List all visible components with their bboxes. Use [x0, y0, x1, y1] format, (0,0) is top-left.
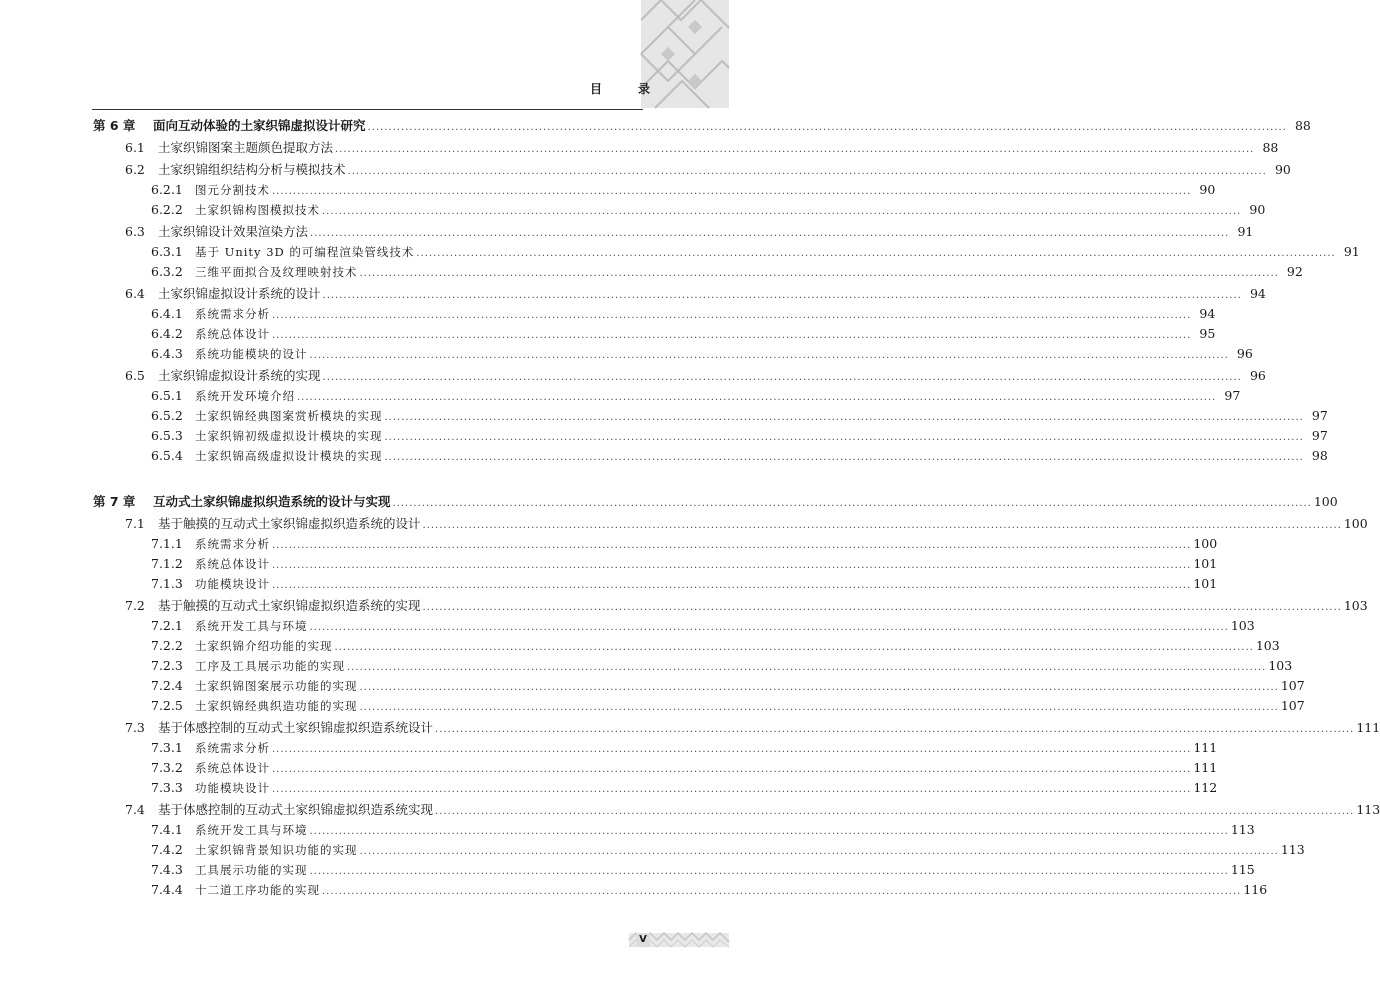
toc-entry-subsection[interactable] [0, 778, 1218, 798]
toc-entry-title: 土家织锦初级虚拟设计模块的实现 [195, 429, 383, 443]
toc-entry-page: 113 [1356, 802, 1380, 817]
toc-entry-subsection[interactable] [0, 820, 1255, 840]
toc-entry-subsection[interactable] [0, 262, 1303, 282]
toc-entry-page: 116 [1243, 882, 1268, 897]
toc-entry-page: 103 [1268, 658, 1293, 673]
toc-entry-number: 6.4.2 [151, 326, 183, 341]
toc-leader-dots: ............................................................................................................................................................................................................................ [435, 806, 1355, 817]
toc-entry-subsection[interactable] [0, 880, 1268, 900]
toc-entry-number: 7.2 [125, 598, 145, 613]
toc-entry-number: 第 7 章 [93, 494, 136, 509]
toc-entry-title: 土家织锦图案主题颜色提取方法 [158, 140, 334, 155]
toc-entry-title: 系统需求分析 [195, 741, 270, 755]
toc-leader-dots: ............................................................................................................................................................................................................................ [384, 452, 1304, 463]
toc-entry-page: 100 [1193, 536, 1218, 551]
toc-leader-dots: ............................................................................................................................................................................................................................ [384, 412, 1304, 423]
toc-entry-number: 6.3 [125, 224, 145, 239]
toc-entry-number: 6.2 [125, 162, 145, 177]
toc-leader-dots: ............................................................................................................................................................................................................................ [322, 290, 1242, 301]
toc-leader-dots: ............................................................................................................................................................................................................................ [422, 520, 1342, 531]
toc-entry-title: 工序及工具展示功能的实现 [195, 659, 345, 673]
toc-entry-page: 96 [1236, 346, 1253, 361]
toc-entry-number: 7.2.4 [151, 678, 183, 693]
toc-entry-subsection[interactable] [0, 840, 1305, 860]
toc-leader-dots: ............................................................................................................................................................................................................................ [272, 764, 1192, 775]
toc-entry-title: 土家织锦经典图案赏析模块的实现 [195, 409, 383, 423]
toc-entry-title: 基于触摸的互动式土家织锦虚拟织造系统的设计 [158, 516, 421, 531]
toc-entry-subsection[interactable] [0, 696, 1305, 716]
toc-entry-number: 7.3.1 [151, 740, 183, 755]
toc-entry-number: 7.3.3 [151, 780, 183, 795]
toc-leader-dots: ............................................................................................................................................................................................................................ [422, 602, 1342, 613]
toc-leader-dots: ............................................................................................................................................................................................................................ [272, 560, 1192, 571]
toc-entry-number: 7.4 [125, 802, 145, 817]
toc-entry-page: 111 [1193, 760, 1218, 775]
toc-entry-section[interactable] [0, 138, 1279, 158]
toc-entry-page: 107 [1280, 698, 1305, 713]
toc-entry-subsection[interactable] [0, 426, 1328, 446]
toc-leader-dots: ............................................................................................................................................................................................................................ [367, 122, 1287, 133]
toc-leader-dots: ............................................................................................................................................................................................................................ [435, 724, 1355, 735]
toc-entry-title: 系统开发环境介绍 [195, 389, 295, 403]
toc-entry-number: 7.2.3 [151, 658, 183, 673]
header-char-1: 目 [590, 82, 603, 96]
toc-leader-dots: ............................................................................................................................................................................................................................ [309, 826, 1229, 837]
toc-entry-section[interactable] [0, 800, 1380, 820]
toc-entry-section[interactable] [0, 222, 1254, 242]
toc-entry-title: 系统开发工具与环境 [195, 619, 308, 633]
toc-entry-page: 96 [1249, 368, 1266, 383]
toc-entry-page: 90 [1274, 162, 1291, 177]
toc-entry-subsection[interactable] [0, 574, 1218, 594]
toc-leader-dots: ............................................................................................................................................................................................................................ [297, 392, 1217, 403]
toc-entry-page: 115 [1230, 862, 1255, 877]
toc-entry-subsection[interactable] [0, 554, 1218, 574]
toc-entry-page: 94 [1199, 306, 1216, 321]
toc-entry-number: 6.4 [125, 286, 145, 301]
toc-leader-dots: ............................................................................................................................................................................................................................ [359, 846, 1279, 857]
toc-entry-subsection[interactable] [0, 386, 1241, 406]
toc-entry-page: 88 [1262, 140, 1279, 155]
toc-entry-subsection[interactable] [0, 180, 1216, 200]
toc-entry-section[interactable] [0, 284, 1266, 304]
toc-entry-subsection[interactable] [0, 304, 1216, 324]
toc-entry-title: 土家织锦设计效果渲染方法 [158, 224, 309, 239]
toc-leader-dots: ............................................................................................................................................................................................................................ [347, 662, 1267, 673]
toc-leader-dots: ............................................................................................................................................................................................................................ [309, 622, 1229, 633]
toc-entry-number: 7.1.3 [151, 576, 183, 591]
toc-entry-subsection[interactable] [0, 616, 1255, 636]
toc-entry-title: 面向互动体验的土家织锦虚拟设计研究 [153, 118, 366, 133]
toc-entry-number: 6.5 [125, 368, 145, 383]
toc-entry-page: 101 [1193, 556, 1218, 571]
toc-entry-number: 6.3.1 [151, 244, 183, 259]
toc-leader-dots: ............................................................................................................................................................................................................................ [272, 540, 1192, 551]
toc-entry-title: 土家织锦组织结构分析与模拟技术 [158, 162, 346, 177]
toc-entry-number: 7.2.5 [151, 698, 183, 713]
toc-entry-page: 88 [1294, 118, 1311, 133]
toc-entry-number: 7.3.2 [151, 760, 183, 775]
toc-entry-title: 功能模块设计 [195, 781, 270, 795]
toc-leader-dots: ............................................................................................................................................................................................................................ [384, 432, 1304, 443]
toc-entry-title: 系统总体设计 [195, 761, 270, 775]
toc-entry-subsection[interactable] [0, 534, 1218, 554]
toc-entry-number: 7.4.2 [151, 842, 183, 857]
toc-entry-page: 97 [1311, 408, 1328, 423]
toc-entry-number: 6.2.2 [151, 202, 183, 217]
toc-entry-title: 土家织锦高级虚拟设计模块的实现 [195, 449, 383, 463]
toc-entry-page: 111 [1356, 720, 1380, 735]
toc-entry-title: 土家织锦经典织造功能的实现 [195, 699, 358, 713]
toc-entry-page: 112 [1193, 780, 1218, 795]
toc-entry-title: 土家织锦虚拟设计系统的设计 [158, 286, 321, 301]
toc-entry-page: 97 [1224, 388, 1241, 403]
toc-entry-page: 100 [1343, 516, 1368, 531]
toc-entry-page: 91 [1237, 224, 1254, 239]
toc-leader-dots: ............................................................................................................................................................................................................................ [272, 330, 1192, 341]
toc-entry-number: 7.4.1 [151, 822, 183, 837]
toc-entry-subsection[interactable] [0, 324, 1216, 344]
toc-entry-subsection[interactable] [0, 656, 1293, 676]
corner-brocade-pattern [641, 0, 729, 108]
toc-leader-dots: ............................................................................................................................................................................................................................ [309, 866, 1229, 877]
toc-entry-subsection[interactable] [0, 242, 1360, 262]
toc-entry-number: 第 6 章 [93, 118, 136, 133]
toc-entry-title: 互动式土家织锦虚拟织造系统的设计与实现 [153, 494, 391, 509]
toc-entry-number: 7.1 [125, 516, 145, 531]
toc-entry-title: 基于 Unity 3D 的可编程渲染管线技术 [195, 245, 415, 259]
toc-entry-number: 7.1.2 [151, 556, 183, 571]
toc-entry-page: 103 [1255, 638, 1280, 653]
toc-entry-title: 基于体感控制的互动式土家织锦虚拟织造系统设计 [158, 720, 434, 735]
toc-entry-page: 92 [1286, 264, 1303, 279]
toc-leader-dots: ............................................................................................................................................................................................................................ [272, 784, 1192, 795]
toc-leader-dots: ............................................................................................................................................................................................................................ [310, 228, 1230, 239]
toc-leader-dots: ............................................................................................................................................................................................................................ [335, 144, 1255, 155]
toc-leader-dots: ............................................................................................................................................................................................................................ [347, 166, 1267, 177]
toc-leader-dots: ............................................................................................................................................................................................................................ [322, 372, 1242, 383]
toc-entry-title: 图元分割技术 [195, 183, 270, 197]
toc-leader-dots: ............................................................................................................................................................................................................................ [272, 744, 1192, 755]
header-char-2: 录 [637, 82, 650, 96]
toc-entry-number: 7.3 [125, 720, 145, 735]
toc-entry-page: 103 [1343, 598, 1368, 613]
toc-entry-subsection[interactable] [0, 738, 1218, 758]
toc-leader-dots: ............................................................................................................................................................................................................................ [334, 642, 1254, 653]
toc-entry-page: 100 [1313, 494, 1338, 509]
toc-entry-number: 7.2.1 [151, 618, 183, 633]
toc-entry-title: 土家织锦构图模拟技术 [195, 203, 320, 217]
toc-entry-title: 系统总体设计 [195, 327, 270, 341]
toc-leader-dots: ............................................................................................................................................................................................................................ [359, 268, 1279, 279]
toc-entry-chapter[interactable] [0, 116, 1311, 136]
toc-entry-subsection[interactable] [0, 636, 1280, 656]
toc-entry-title: 三维平面拟合及纹理映射技术 [195, 265, 358, 279]
toc-leader-dots: ............................................................................................................................................................................................................................ [322, 886, 1242, 897]
toc-entry-title: 系统总体设计 [195, 557, 270, 571]
toc-entry-page: 94 [1249, 286, 1266, 301]
toc-entry-number: 7.4.4 [151, 882, 183, 897]
toc-entry-page: 90 [1199, 182, 1216, 197]
toc-entry-subsection[interactable] [0, 200, 1266, 220]
toc-entry-title: 土家织锦背景知识功能的实现 [195, 843, 358, 857]
toc-entry-subsection[interactable] [0, 344, 1253, 364]
toc-entry-title: 基于触摸的互动式土家织锦虚拟织造系统的实现 [158, 598, 421, 613]
toc-entry-section[interactable] [0, 718, 1380, 738]
toc-entry-title: 土家织锦图案展示功能的实现 [195, 679, 358, 693]
toc-entry-title: 系统开发工具与环境 [195, 823, 308, 837]
toc-entry-number: 6.5.1 [151, 388, 183, 403]
toc-entry-page: 113 [1230, 822, 1255, 837]
toc-leader-dots: ............................................................................................................................................................................................................................ [272, 580, 1192, 591]
toc-entry-title: 土家织锦介绍功能的实现 [195, 639, 333, 653]
toc-entry-page: 90 [1249, 202, 1266, 217]
toc-entry-page: 107 [1280, 678, 1305, 693]
toc-entry-section[interactable] [0, 160, 1291, 180]
toc-entry-title: 系统功能模块的设计 [195, 347, 308, 361]
toc-entry-page: 113 [1280, 842, 1305, 857]
toc-entry-page: 95 [1199, 326, 1216, 341]
toc-leader-dots: ............................................................................................................................................................................................................................ [272, 186, 1192, 197]
toc-entry-subsection[interactable] [0, 758, 1218, 778]
toc-entry-page: 101 [1193, 576, 1218, 591]
toc-entry-title: 基于体感控制的互动式土家织锦虚拟织造系统实现 [158, 802, 434, 817]
toc-entry-subsection[interactable] [0, 676, 1305, 696]
toc-leader-dots: ............................................................................................................................................................................................................................ [359, 682, 1279, 693]
page-header-title [590, 80, 650, 97]
toc-entry-chapter[interactable] [0, 492, 1338, 512]
toc-entry-number: 7.4.3 [151, 862, 183, 877]
toc-entry-title: 工具展示功能的实现 [195, 863, 308, 877]
header-rule [92, 109, 643, 110]
toc-entry-section[interactable] [0, 366, 1266, 386]
toc-entry-number: 6.3.2 [151, 264, 183, 279]
toc-leader-dots: ............................................................................................................................................................................................................................ [322, 206, 1242, 217]
toc-entry-page: 91 [1343, 244, 1360, 259]
toc-entry-page: 98 [1311, 448, 1328, 463]
toc-entry-number: 6.5.3 [151, 428, 183, 443]
toc-entry-number: 6.1 [125, 140, 145, 155]
toc-leader-dots: ............................................................................................................................................................................................................................ [309, 350, 1229, 361]
toc-entry-subsection[interactable] [0, 860, 1255, 880]
page-number: V [636, 933, 650, 947]
toc-entry-number: 6.5.2 [151, 408, 183, 423]
toc-entry-number: 6.2.1 [151, 182, 183, 197]
toc-entry-subsection[interactable] [0, 446, 1328, 466]
toc-entry-page: 97 [1311, 428, 1328, 443]
toc-leader-dots: ............................................................................................................................................................................................................................ [272, 310, 1192, 321]
toc-entry-title: 系统需求分析 [195, 537, 270, 551]
toc-entry-page: 103 [1230, 618, 1255, 633]
toc-entry-title: 十二道工序功能的实现 [195, 883, 320, 897]
toc-entry-number: 7.2.2 [151, 638, 183, 653]
toc-entry-number: 7.1.1 [151, 536, 183, 551]
toc-entry-number: 6.4.3 [151, 346, 183, 361]
toc-leader-dots: ............................................................................................................................................................................................................................ [392, 498, 1312, 509]
toc-entry-section[interactable] [0, 514, 1368, 534]
toc-entry-title: 土家织锦虚拟设计系统的实现 [158, 368, 321, 383]
toc-entry-subsection[interactable] [0, 406, 1328, 426]
toc-leader-dots: ............................................................................................................................................................................................................................ [359, 702, 1279, 713]
toc-entry-title: 系统需求分析 [195, 307, 270, 321]
toc-entry-page: 111 [1193, 740, 1218, 755]
toc-entry-number: 6.4.1 [151, 306, 183, 321]
toc-entry-section[interactable] [0, 596, 1368, 616]
toc-entry-title: 功能模块设计 [195, 577, 270, 591]
toc-entry-number: 6.5.4 [151, 448, 183, 463]
toc-leader-dots: ............................................................................................................................................................................................................................ [416, 248, 1336, 259]
